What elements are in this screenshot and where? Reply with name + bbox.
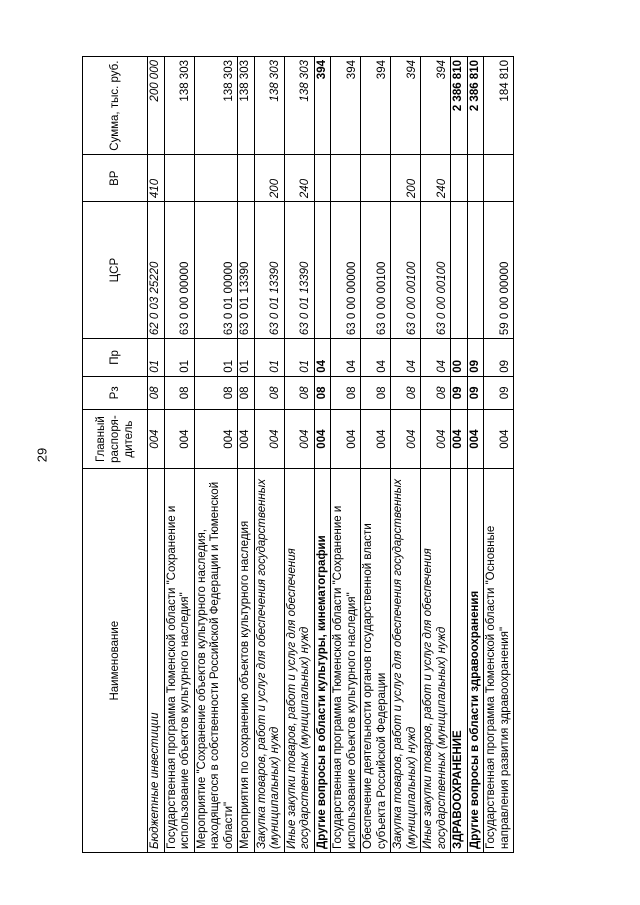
cell-rz: 08 — [148, 376, 165, 409]
cell-name: Другие вопросы в области культуры, кинематографии — [314, 469, 331, 853]
cell-pr: 04 — [314, 339, 331, 377]
header-vr: ВР — [83, 155, 148, 202]
cell-pr: 00 — [451, 339, 468, 377]
cell-csr: 63 0 01 13390 — [284, 202, 314, 339]
cell-csr: 63 0 01 00000 — [194, 202, 238, 339]
cell-rz: 08 — [314, 376, 331, 409]
table-row — [238, 57, 255, 853]
cell-csr — [467, 202, 484, 339]
cell-name: Иные закупки товаров, работ и услуг для обеспечения государственных (муниципальных) нужд — [284, 469, 314, 853]
table-row — [391, 57, 421, 853]
cell-vr — [467, 155, 484, 202]
cell-sum: 394 — [331, 57, 361, 155]
cell-vr — [361, 155, 391, 202]
cell-name: Обеспечение деятельности органов государственной власти субъекта Российской Федерации — [361, 469, 391, 853]
cell-csr: 62 0 03 25220 — [148, 202, 165, 339]
cell-gr: 004 — [361, 409, 391, 468]
cell-vr — [194, 155, 238, 202]
cell-vr — [451, 155, 468, 202]
cell-sum: 138 303 — [164, 57, 194, 155]
cell-csr: 63 0 01 13390 — [254, 202, 284, 339]
cell-gr: 004 — [164, 409, 194, 468]
cell-gr: 004 — [421, 409, 451, 468]
cell-csr: 63 0 00 00100 — [391, 202, 421, 339]
cell-rz: 08 — [164, 376, 194, 409]
cell-name: Государственная программа Тюменской области "Основные направления развития здравоохранения" — [484, 469, 514, 853]
header-gr: Главный распоря-дитель — [83, 409, 148, 468]
cell-rz: 08 — [194, 376, 238, 409]
cell-rz: 09 — [484, 376, 514, 409]
budget-table — [82, 56, 514, 853]
table-row — [148, 57, 165, 853]
cell-csr: 63 0 00 00100 — [361, 202, 391, 339]
cell-sum: 394 — [421, 57, 451, 155]
cell-name: Бюджетные инвестиции — [148, 469, 165, 853]
header-pr: Пр — [83, 339, 148, 377]
cell-sum: 200 000 — [148, 57, 165, 155]
table-row — [421, 57, 451, 853]
cell-sum: 184 810 — [484, 57, 514, 155]
cell-pr: 01 — [164, 339, 194, 377]
cell-csr: 59 0 00 00000 — [484, 202, 514, 339]
cell-csr — [451, 202, 468, 339]
cell-vr — [484, 155, 514, 202]
budget-table-rotated — [82, 56, 587, 853]
table-row — [164, 57, 194, 853]
table-row — [284, 57, 314, 853]
cell-rz: 08 — [238, 376, 255, 409]
header-csr: ЦСР — [83, 202, 148, 339]
header-rz: Рз — [83, 376, 148, 409]
cell-gr: 004 — [391, 409, 421, 468]
cell-csr: 63 0 00 00000 — [164, 202, 194, 339]
cell-pr: 04 — [421, 339, 451, 377]
cell-csr: 63 0 00 00100 — [421, 202, 451, 339]
header-name: Наименование — [83, 469, 148, 853]
cell-name: Мероприятие "Сохранение объектов культурного наследия, находящегося в собственности Российской Федерации и Тюменской области" — [194, 469, 238, 853]
cell-sum: 2 386 810 — [451, 57, 468, 155]
table-header-row — [83, 57, 148, 853]
cell-vr — [331, 155, 361, 202]
table-row — [331, 57, 361, 853]
table-row — [254, 57, 284, 853]
cell-pr: 01 — [238, 339, 255, 377]
cell-rz: 09 — [451, 376, 468, 409]
cell-sum: 394 — [391, 57, 421, 155]
cell-name: Другие вопросы в области здравоохранения — [467, 469, 484, 853]
cell-gr: 004 — [331, 409, 361, 468]
table-row — [361, 57, 391, 853]
cell-csr: 63 0 01 13390 — [238, 202, 255, 339]
cell-gr: 004 — [238, 409, 255, 468]
cell-name: Закупка товаров, работ и услуг для обеспечения государственных (муниципальных) нужд — [254, 469, 284, 853]
cell-rz: 08 — [391, 376, 421, 409]
cell-rz: 08 — [254, 376, 284, 409]
cell-gr: 004 — [451, 409, 468, 468]
cell-pr: 09 — [467, 339, 484, 377]
cell-rz: 08 — [421, 376, 451, 409]
cell-gr: 004 — [194, 409, 238, 468]
cell-pr: 09 — [484, 339, 514, 377]
cell-gr: 004 — [284, 409, 314, 468]
cell-sum: 138 303 — [194, 57, 238, 155]
cell-rz: 08 — [284, 376, 314, 409]
cell-name: Закупка товаров, работ и услуг для обеспечения государственных (муниципальных) нужд — [391, 469, 421, 853]
cell-vr: 200 — [254, 155, 284, 202]
cell-sum: 138 303 — [284, 57, 314, 155]
cell-sum: 394 — [361, 57, 391, 155]
cell-pr: 01 — [194, 339, 238, 377]
cell-rz: 08 — [331, 376, 361, 409]
cell-sum: 2 386 810 — [467, 57, 484, 155]
cell-vr: 200 — [391, 155, 421, 202]
cell-name: ЗДРАВООХРАНЕНИЕ — [451, 469, 468, 853]
cell-gr: 004 — [314, 409, 331, 468]
table-row — [194, 57, 238, 853]
cell-vr: 240 — [284, 155, 314, 202]
cell-pr: 01 — [148, 339, 165, 377]
cell-name: Мероприятия по сохранению объектов культурного наследия — [238, 469, 255, 853]
cell-csr: 63 0 00 00000 — [331, 202, 361, 339]
cell-name: Иные закупки товаров, работ и услуг для обеспечения государственных (муниципальных) нужд — [421, 469, 451, 853]
page-number: 29 — [34, 447, 50, 463]
cell-gr: 004 — [254, 409, 284, 468]
cell-vr — [238, 155, 255, 202]
cell-name: Государственная программа Тюменской области "Сохранение и использование объектов культурного наследия" — [331, 469, 361, 853]
cell-pr: 04 — [391, 339, 421, 377]
cell-gr: 004 — [484, 409, 514, 468]
table-row — [451, 57, 468, 853]
table-row — [467, 57, 484, 853]
cell-vr — [314, 155, 331, 202]
cell-gr: 004 — [148, 409, 165, 468]
cell-vr — [164, 155, 194, 202]
cell-pr: 01 — [284, 339, 314, 377]
cell-sum: 138 303 — [238, 57, 255, 155]
cell-name: Государственная программа Тюменской области "Сохранение и использование объектов культурного наследия" — [164, 469, 194, 853]
table-row — [314, 57, 331, 853]
table-body — [148, 57, 514, 853]
cell-rz: 09 — [467, 376, 484, 409]
cell-sum: 138 303 — [254, 57, 284, 155]
cell-sum: 394 — [314, 57, 331, 155]
cell-pr: 01 — [254, 339, 284, 377]
cell-pr: 04 — [361, 339, 391, 377]
header-sum: Сумма, тыс. руб. — [83, 57, 148, 155]
cell-gr: 004 — [467, 409, 484, 468]
cell-vr: 410 — [148, 155, 165, 202]
cell-csr — [314, 202, 331, 339]
cell-vr: 240 — [421, 155, 451, 202]
table-row — [484, 57, 514, 853]
cell-rz: 08 — [361, 376, 391, 409]
cell-pr: 04 — [331, 339, 361, 377]
